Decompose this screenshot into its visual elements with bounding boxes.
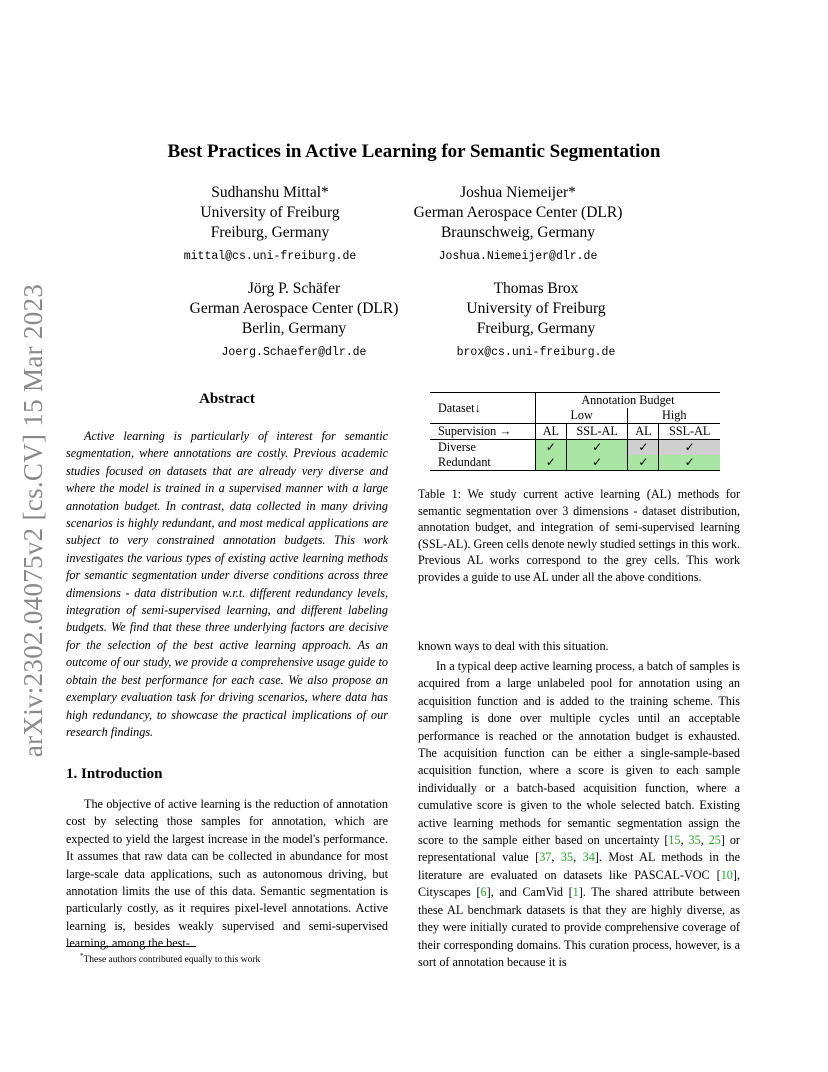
section-heading: 1. Introduction (66, 766, 163, 782)
author-email[interactable]: brox@cs.uni-freiburg.de (456, 346, 616, 359)
citation-link[interactable]: 15 (668, 833, 681, 848)
table-cell: ✓ (535, 440, 566, 456)
table-col-header: AL (535, 424, 566, 440)
table-cell: ✓ (659, 440, 720, 456)
citation-link[interactable]: 35 (688, 833, 701, 848)
intro-paragraph: The objective of active learning is the reduction of annotation cost by selecting those samples for annotation, which are expected to yield the largest increase in the model's performance. It assumes that raw data can be collected in abundance for most large-scale data applications, such as autonomous driving, but annotation limits the use of this data. Semantic segmentation is particularly costly, as it requires pixel-level annotations. Active learning is, besides weakly supervised and semi-supervised learning, among the best- (66, 797, 388, 951)
author-name: Jörg P. Schäfer (247, 280, 341, 297)
author-affiliation: University of Freiburg (466, 300, 606, 317)
author-block-1 (150, 183, 390, 265)
table-high-label: High (628, 408, 720, 424)
author-affiliation: University of Freiburg (200, 204, 340, 221)
table-row-label: Diverse (438, 440, 476, 454)
paper-title: Best Practices in Active Learning for Semantic Segmentation (167, 141, 661, 162)
author-block-4 (416, 279, 656, 361)
table-row (430, 455, 720, 471)
table-budget-label: Annotation Budget (535, 393, 720, 409)
author-affiliation: German Aerospace Center (DLR) (413, 204, 623, 221)
author-location: Freiburg, Germany (210, 224, 330, 241)
author-block-2 (398, 183, 638, 265)
table-cell: ✓ (535, 455, 566, 471)
table-row (430, 440, 720, 456)
author-email[interactable]: mittal@cs.uni-freiburg.de (183, 250, 357, 263)
citation-link[interactable]: 34 (582, 850, 595, 865)
citation-link[interactable]: 10 (720, 867, 733, 882)
column2-continuation: known ways to deal with this situation. (418, 639, 609, 653)
author-block-3 (174, 279, 414, 361)
table-col-header: AL (628, 424, 659, 440)
arxiv-identifier: arXiv:2302.04075v2 [cs.CV] 15 Mar 2023 (18, 283, 49, 757)
table-col-header: SSL-AL (566, 424, 628, 440)
author-name: Joshua Niemeijer* (460, 184, 576, 201)
table-cell: ✓ (566, 440, 628, 456)
author-location: Freiburg, Germany (476, 320, 596, 337)
summary-table (430, 392, 720, 471)
table-cell: ✓ (628, 455, 659, 471)
author-location: Braunschweig, Germany (440, 224, 596, 241)
table-supervision-label: Supervision → (430, 424, 535, 440)
author-email[interactable]: Joshua.Niemeijer@dlr.de (438, 250, 598, 263)
author-affiliation: German Aerospace Center (DLR) (189, 300, 399, 317)
table-caption: Table 1: We study current active learning (AL) methods for semantic segmentation over 3 dimensions - dataset distribution, annotation budget, and integration of semi-supervised learning (SSL-AL). Green cells denote newly studied settings in this work. Previous AL works correspond to the grey cells. This work provides a guide to use AL under all the above conditions. (418, 487, 740, 584)
author-name: Thomas Brox (493, 280, 579, 297)
column2-paragraph: In a typical deep active learning process, a batch of samples is acquired from a large unlabeled pool for annotation using an acquisition function and is added to the training scheme. This sampling is done over multiple cycles until an acceptable performance is reached or the annotation budget is exhausted. The acquisition function can be either a single-sample-based acquisition function, where a score is given to each sample individually or a batch-based acquisition function, where a cumulative score is given to the whole selected batch. Existing active learning methods for semantic segmentation assign the score to the sample either based on uncertainty [15, 35, 25] or representational value [37, 35, 34]. Most AL methods in the literature are evaluated on datasets like PASCAL-VOC [10], Cityscapes [6], and CamVid [1]. The shared attribute between these AL benchmark datasets is that they are highly diverse, as they were initially curated to provide comprehensive coverage of their corresponding domains. This curation process, however, is a sort of annotation because it is (418, 659, 741, 969)
table-cell: ✓ (659, 455, 720, 471)
citation-link[interactable]: 1 (572, 885, 579, 900)
abstract-heading: Abstract (199, 391, 255, 407)
footnote-rule (66, 946, 196, 947)
abstract-text: Active learning is particularly of interest for semantic segmentation, where annotations are costly. Previous academic studies focused on datasets that are already very diverse and where the model is trained in a supervised manner with a large annotation budget. In contrast, data collected in many driving scenarios is highly redundant, and most medical applications are subject to very constrained annotation budgets. This work investigates the various types of existing active learning methods for semantic segmentation under diverse conditions across three dimensions - data distribution w.r.t. different redundancy levels, integration of semi-supervised learning, and different labeling budgets. We find that these three underlying factors are decisive for the selection of the best active learning approach. As an outcome of our study, we provide a comprehensive usage guide to obtain the best performance for each case. We also propose an exemplary evaluation task for driving scenarios, where data has high redundancy, to showcase the practical implications of our research findings. (66, 429, 388, 739)
author-location: Berlin, Germany (241, 320, 347, 337)
table-low-label: Low (535, 408, 628, 424)
table-cell: ✓ (566, 455, 628, 471)
citation-link[interactable]: 35 (560, 850, 574, 865)
author-name: Sudhanshu Mittal* (211, 184, 329, 201)
table-cell: ✓ (628, 440, 659, 456)
author-email[interactable]: Joerg.Schaefer@dlr.de (221, 346, 367, 359)
footnote: *These authors contributed equally to this work (80, 952, 261, 966)
table-row-label: Redundant (430, 455, 535, 471)
citation-link[interactable]: 25 (708, 833, 721, 848)
table-col-header: SSL-AL (659, 424, 720, 440)
citation-link[interactable]: 6 (480, 885, 487, 900)
table-dataset-label: Dataset↓ (430, 393, 535, 424)
citation-link[interactable]: 37 (539, 850, 552, 865)
